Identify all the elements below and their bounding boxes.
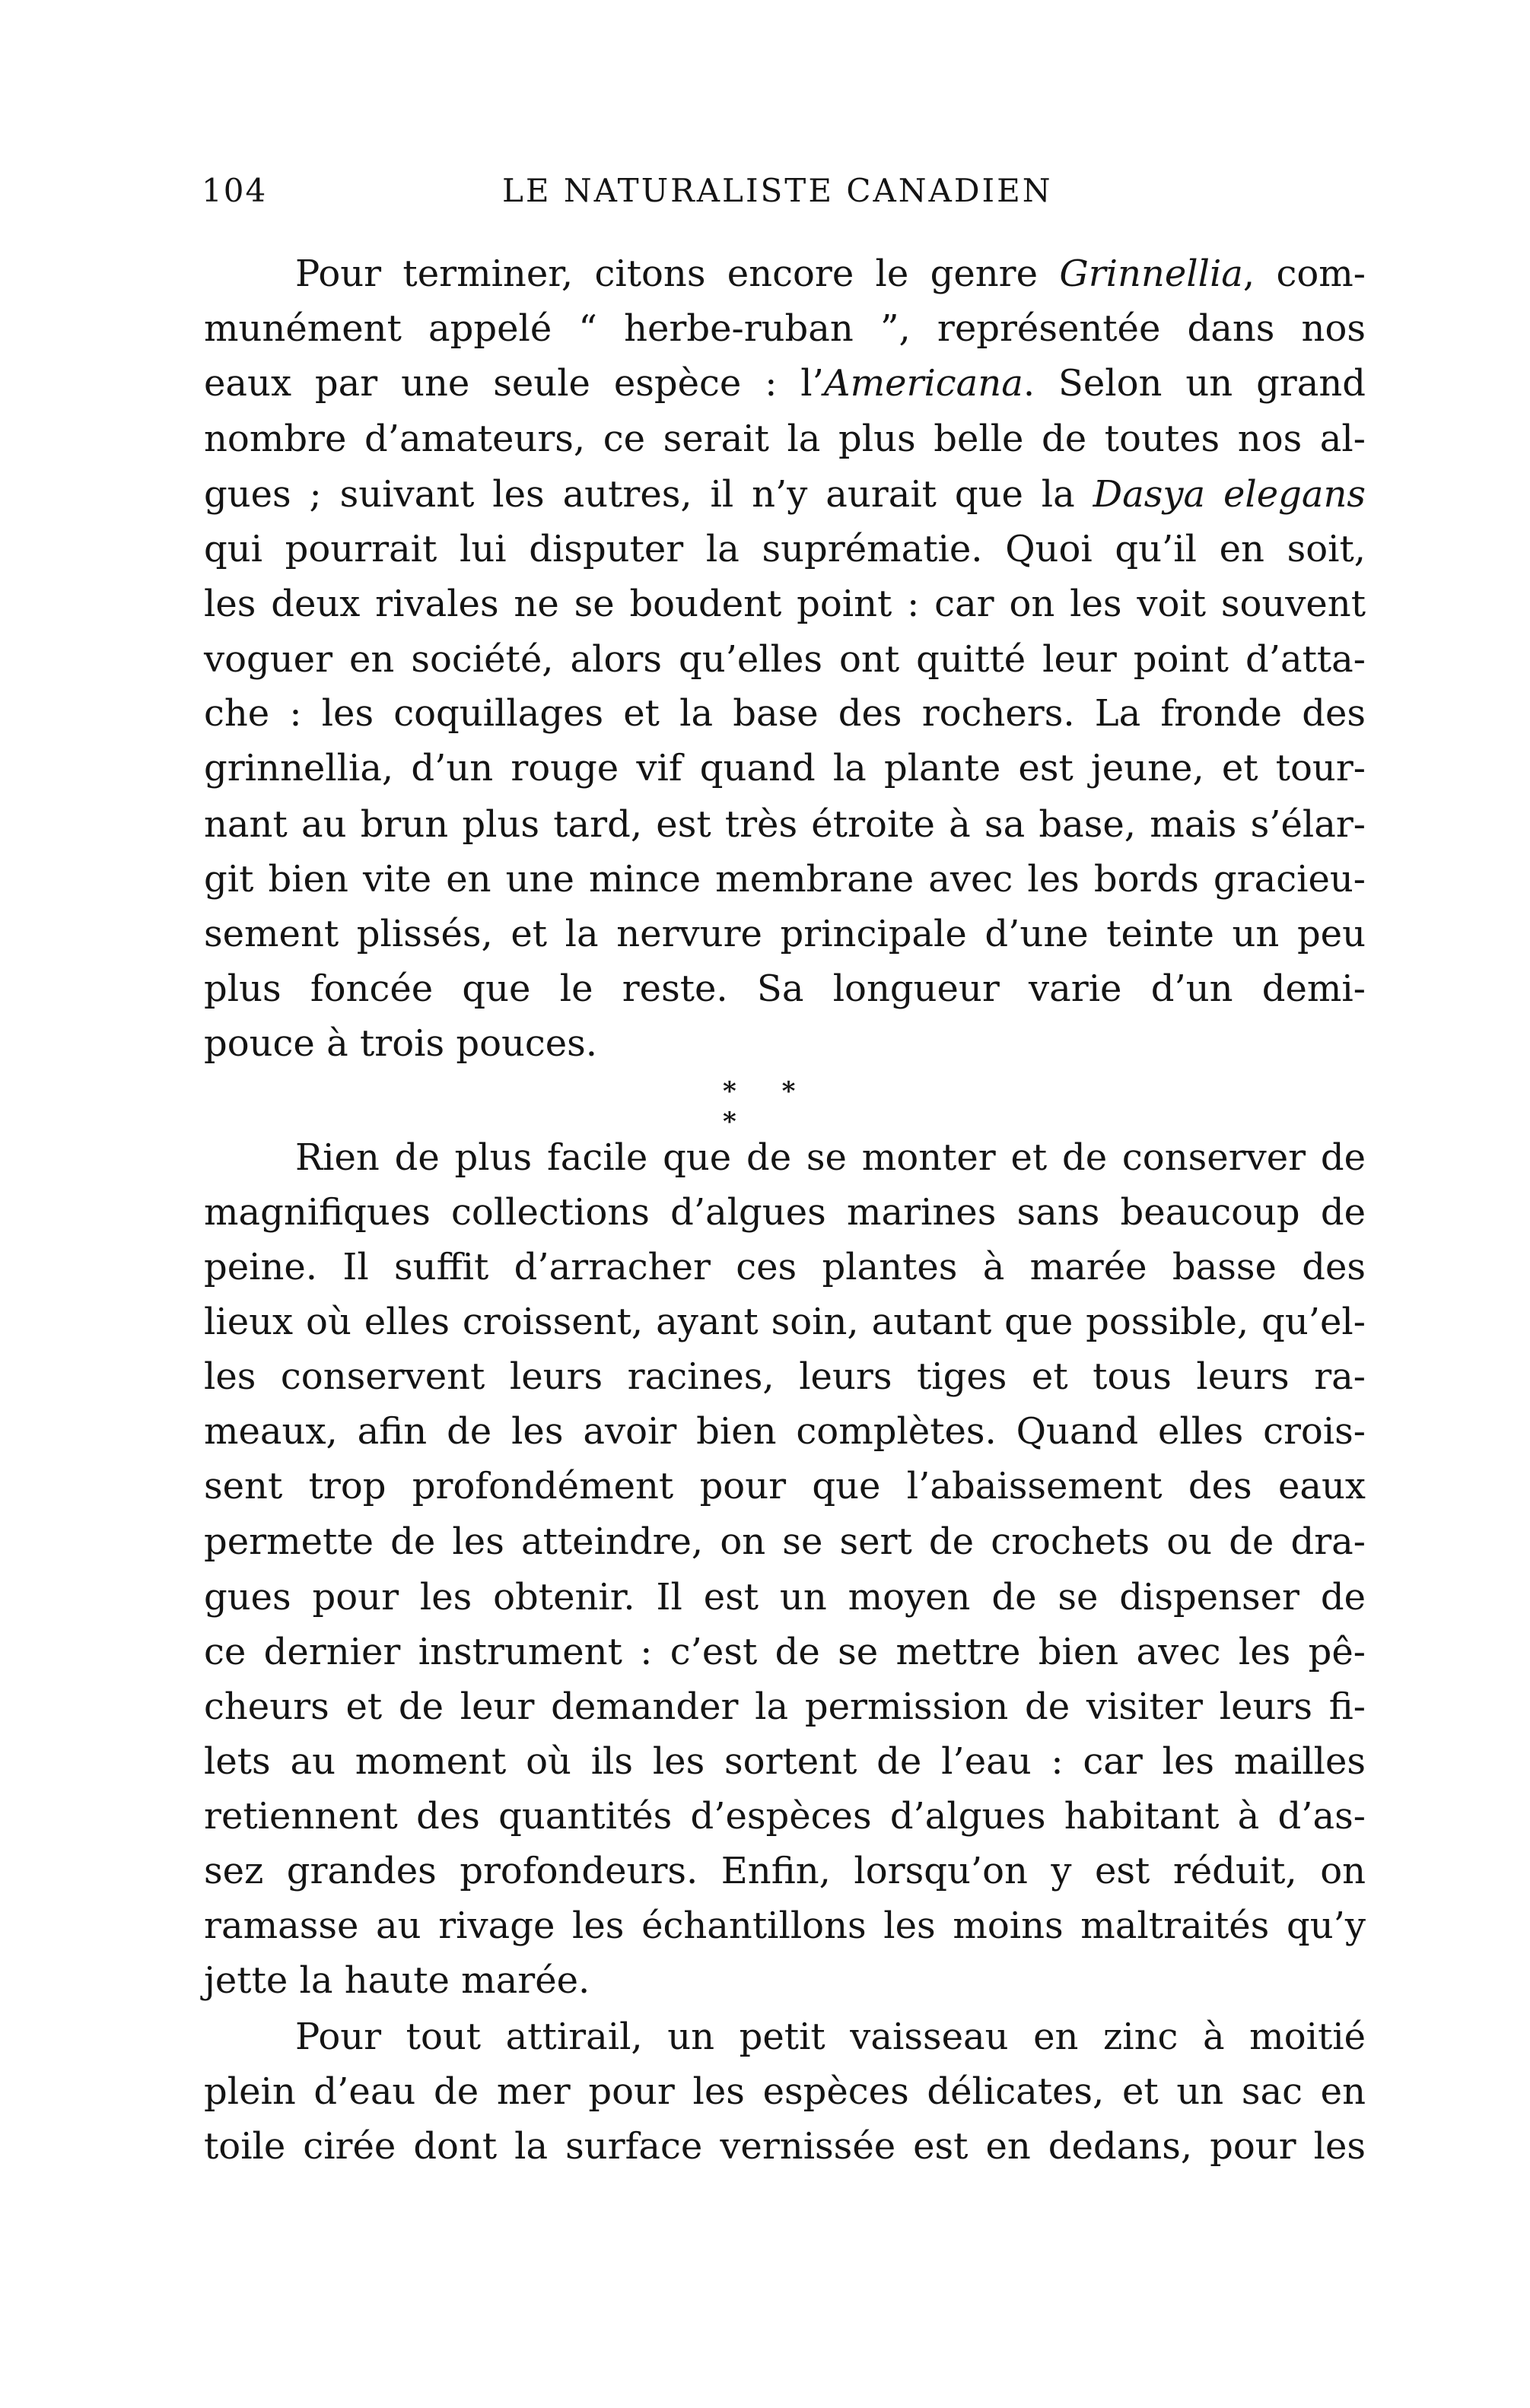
paragraph-2-line: ce dernier instrument : c’est de se mettre bien avec les pê- (204, 1631, 1366, 1673)
paragraph-1-line: gues ; suivant les autres, il n’y aurait que la Dasya elegans (204, 473, 1366, 516)
page-number: 104 (202, 172, 268, 209)
paragraph-1-line: qui pourrait lui disputer la suprématie. Quoi qu’il en soit, (204, 528, 1366, 570)
paragraph-1-line: nant au brun plus tard, est très étroite à sa base, mais s’élar- (204, 803, 1366, 846)
paragraph-1-line: git bien vite en une mince membrane avec les bords gracieu- (204, 858, 1366, 901)
running-title: LE NATURALISTE CANADIEN (502, 172, 1053, 209)
paragraph-2-line: peine. Il suffit d’arracher ces plantes à marée basse des (204, 1246, 1366, 1288)
paragraph-2-line: permette de les atteindre, on se sert de crochets ou de dra- (204, 1520, 1366, 1563)
paragraph-2-line: cheurs et de leur demander la permission de visiter leurs fi- (204, 1685, 1366, 1728)
paragraph-2-line: meaux, afin de les avoir bien complètes. Quand elles crois- (204, 1410, 1366, 1453)
paragraph-1-line: plus foncée que le reste. Sa longueur varie d’un demi- (204, 967, 1366, 1010)
paragraph-1-line: munément appelé “ herbe-ruban ”, représentée dans nos (204, 307, 1366, 350)
paragraph-2-line: sez grandes profondeurs. Enfin, lorsqu’on y est réduit, on (204, 1850, 1366, 1892)
paragraph-2-line: retiennent des quantités d’espèces d’algues habitant à d’as- (204, 1795, 1366, 1838)
paragraph-2-line: magnifiques collections d’algues marines sans beaucoup de (204, 1191, 1366, 1234)
paragraph-2-line: ramasse au rivage les échantillons les moins maltraités qu’y (204, 1904, 1366, 1947)
page-header (202, 172, 1366, 218)
paragraph-3-line: Pour tout attirail, un petit vaisseau en zinc à moitié (295, 2016, 1366, 2058)
paragraph-1-line: les deux rivales ne se boudent point : car on les voit souvent (204, 583, 1366, 625)
paragraph-1-line: che : les coquillages et la base des rochers. La fronde des (204, 692, 1366, 735)
paragraph-1-line: nombre d’amateurs, ce serait la plus belle de toutes nos al- (204, 418, 1366, 460)
paragraph-2-line: jette la haute marée. (204, 1959, 590, 2002)
paragraph-1-line: grinnellia, d’un rouge vif quand la plante est jeune, et tour- (204, 747, 1366, 789)
paragraph-2-line: sent trop profondément pour que l’abaissement des eaux (204, 1465, 1366, 1507)
paragraph-1-line: Pour terminer, citons encore le genre Grinnellia, com- (295, 253, 1366, 295)
paragraph-1-line: sement plissés, et la nervure principale d’une teinte un peu (204, 913, 1366, 955)
section-separator: * * * (723, 1076, 814, 1137)
paragraph-2-line: lieux où elles croissent, ayant soin, autant que possible, qu’el- (204, 1301, 1366, 1343)
paragraph-2-line: gues pour les obtenir. Il est un moyen de se dispenser de (204, 1576, 1366, 1619)
paragraph-3-line: toile cirée dont la surface vernissée est en dedans, pour les (204, 2125, 1366, 2168)
paragraph-1-line: pouce à trois pouces. (204, 1022, 598, 1065)
paragraph-2-line: lets au moment où ils les sortent de l’eau : car les mailles (204, 1740, 1366, 1783)
paragraph-2-line: Rien de plus facile que de se monter et de conserver de (295, 1136, 1366, 1179)
paragraph-1-line: voguer en société, alors qu’elles ont quitté leur point d’atta- (204, 638, 1366, 681)
paragraph-2-line: les conservent leurs racines, leurs tiges et tous leurs ra- (204, 1355, 1366, 1398)
paragraph-3-line: plein d’eau de mer pour les espèces délicates, et un sac en (204, 2070, 1366, 2113)
paragraph-1-line: eaux par une seule espèce : l’Americana. Selon un grand (204, 362, 1366, 405)
